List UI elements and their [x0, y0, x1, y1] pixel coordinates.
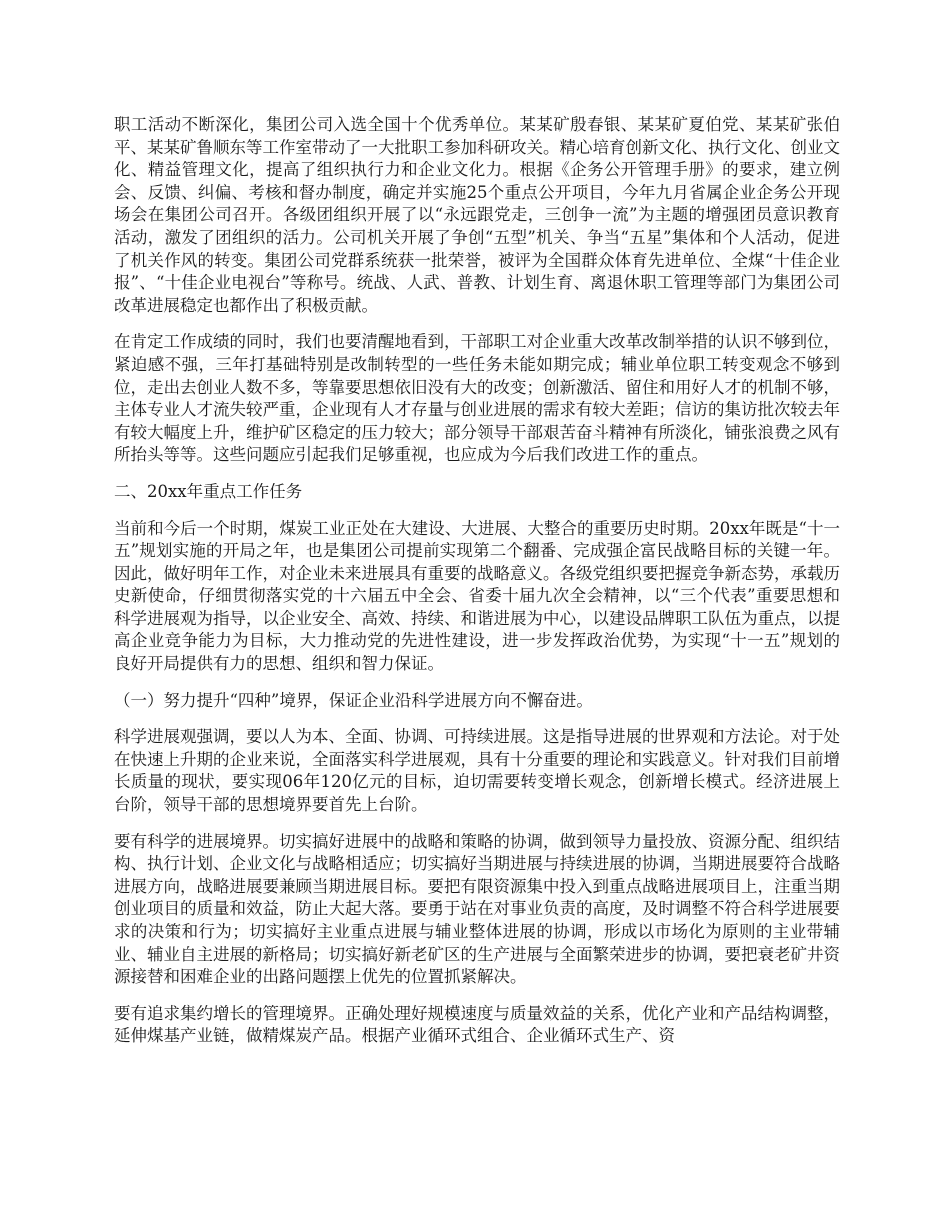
paragraph-overview: 当前和今后一个时期，煤炭工业正处在大建设、大进展、大整合的重要历史时期。20xx年既是“十一五”规划实施的开局之年，也是集团公司提前实现第二个翻番、完成强企富民战略目标的关键一年。因此，做好明年工作，对企业未来进展具有重要的战略意义。各级党组织要把握竞争新态势，承载历史新使命，仔细贯彻落实党的十六届五中全会、省委十届九次全会精神，以“三个代表”重要思想和科学进展观为指导，以企业安全、高效、持续、和谐进展为中心，以建设品牌职工队伍为重点，以提高企业竞争能力为目标，大力推动党的先进性建设，进一步发挥政治优势，为实现“十一五”规划的良好开局提供有力的思想、组织和智力保证。 — [114, 518, 840, 674]
section-heading-2: 二、20xx年重点工作任务 — [114, 481, 303, 501]
subsection-heading-1: （一）努力提升“四种”境界，保证企业沿科学进展方向不懈奋进。 — [114, 690, 593, 710]
paragraph-problems: 在肯定工作成绩的同时，我们也要清醒地看到，干部职工对企业重大改革改制举措的认识不够到位，紧迫感不强，三年打基础特别是改制转型的一些任务未能如期完成；辅业单位职工转变观念不够到位，走出去创业人数不多，等靠要思想依旧没有大的改变；创新激活、留住和用好人才的机制不够，主体专业人才流失较严重，企业现有人才存量与创业进展的需求有较大差距；信访的集访批次较去年有较大幅度上升，维护矿区稳定的压力较大；部分领导干部艰苦奋斗精神有所淡化，铺张浪费之风有所抬头等等。这些问题应引起我们足够重视，也应成为今后我们改进工作的重点。 — [114, 332, 840, 465]
document-body — [114, 114, 840, 1062]
paragraph-achievements: 职工活动不断深化，集团公司入选全国十个优秀单位。某某矿殷春银、某某矿夏伯党、某某矿张伯平、某某矿鲁顺东等工作室带动了一大批职工参加科研攻关。精心培育创新文化、执行文化、创业文化、精益管理文化，提高了组织执行力和企业文化力。根据《企务公开管理手册》的要求，建立例会、反馈、纠偏、考核和督办制度，确定并实施25个重点公开项目，今年九月省属企业企务公开现场会在集团公司召开。各级团组织开展了以“永远跟党走，三创争一流”为主题的增强团员意识教育活动，激发了团组织的活力。公司机关开展了争创“五型”机关、争当“五星”集体和个人活动，促进了机关作风的转变。集团公司党群系统获一批荣誉，被评为全国群众体育先进单位、全煤“十佳企业报”、“十佳企业电视台”等称号。统战、人武、普教、计划生育、离退休职工管理等部门为集团公司改革进展稳定也都作出了积极贡献。 — [114, 115, 840, 315]
paragraph-management-realm: 要有追求集约增长的管理境界。正确处理好规模速度与质量效益的关系，优化产业和产品结构调整，延伸煤基产业链，做精煤炭产品。根据产业循环式组合、企业循环式生产、资 — [114, 1003, 840, 1046]
paragraph-scientific-development: 科学进展观强调，要以人为本、全面、协调、可持续进展。这是指导进展的世界观和方法论。对于处在快速上升期的企业来说，全面落实科学进展观，具有十分重要的理论和实践意义。针对我们目前增长质量的现状，要实现06年120亿元的目标，迫切需要转变增长观念，创新增长模式。经济进展上台阶，领导干部的思想境界要首先上台阶。 — [114, 727, 840, 815]
paragraph-development-realm: 要有科学的进展境界。切实搞好进展中的战略和策略的协调，做到领导力量投放、资源分配、组织结构、执行计划、企业文化与战略相适应；切实搞好当期进展与持续进展的协调，当期进展要符合战略进展方向，战略进展要兼顾当期进展目标。要把有限资源集中投入到重点战略进展项目上，注重当期创业项目的质量和效益，防止大起大落。要勇于站在对事业负责的高度，及时调整不符合科学进展要求的决策和行为；切实搞好主业重点进展与辅业整体进展的协调，形成以市场化为原则的主业带辅业、辅业自主进展的新格局；切实搞好新老矿区的生产进展与全面繁荣进步的协调，要把衰老矿井资源接替和困难企业的出路问题摆上优先的位置抓紧解决。 — [114, 831, 840, 987]
